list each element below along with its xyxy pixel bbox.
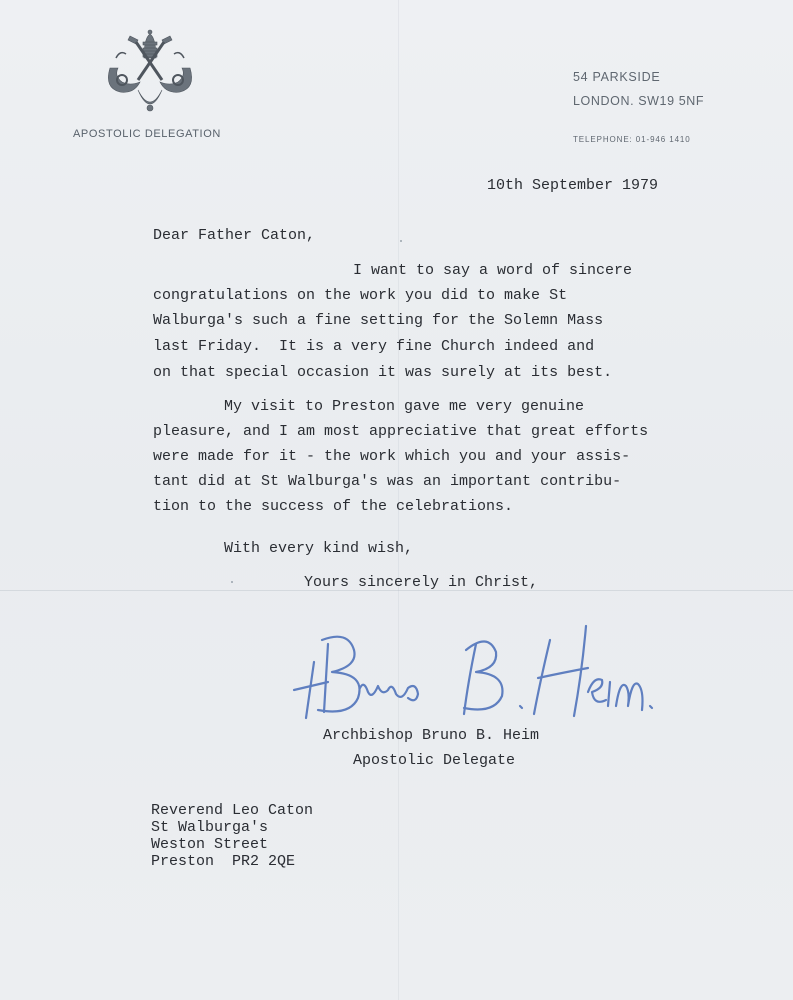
paper-speck <box>400 240 402 242</box>
paragraph-1-line: congratulations on the work you did to make St <box>153 287 568 304</box>
letter-date: 10th September 1979 <box>487 177 659 194</box>
paragraph-2-line: tion to the success of the celebrations. <box>153 498 514 515</box>
signer-title: Apostolic Delegate <box>353 752 516 769</box>
closing-line: With every kind wish, <box>224 540 414 557</box>
handwritten-signature <box>288 622 668 722</box>
paragraph-2-line: tant did at St Walburga's was an important contribu- <box>153 473 622 490</box>
recipient-line: Weston Street <box>151 836 269 853</box>
address-line-2: LONDON. SW19 5NF <box>573 94 705 108</box>
closing-line: Yours sincerely in Christ, <box>304 574 539 591</box>
paragraph-1-line: I want to say a word of sincere <box>353 262 633 279</box>
papal-crest-icon <box>100 28 200 116</box>
paragraph-1-line: on that special occasion it was surely at its best. <box>153 364 613 381</box>
paragraph-2-line: pleasure, and I am most appreciative that great efforts <box>153 423 649 440</box>
recipient-line: St Walburga's <box>151 819 269 836</box>
address-line-1: 54 PARKSIDE <box>573 70 661 84</box>
paragraph-1-line: Walburga's such a fine setting for the Solemn Mass <box>153 312 604 329</box>
paper-speck <box>231 581 233 583</box>
recipient-line: Reverend Leo Caton <box>151 802 314 819</box>
organization-name: APOSTOLIC DELEGATION <box>73 128 221 140</box>
paragraph-2-line: were made for it - the work which you and your assis- <box>153 448 631 465</box>
paragraph-2-line: My visit to Preston gave me very genuine <box>224 398 585 415</box>
salutation: Dear Father Caton, <box>153 227 316 244</box>
signer-name: Archbishop Bruno B. Heim <box>323 727 540 744</box>
paragraph-1-line: last Friday. It is a very fine Church indeed and <box>153 338 595 355</box>
recipient-line: Preston PR2 2QE <box>151 853 296 870</box>
telephone: TELEPHONE: 01-946 1410 <box>573 135 691 144</box>
